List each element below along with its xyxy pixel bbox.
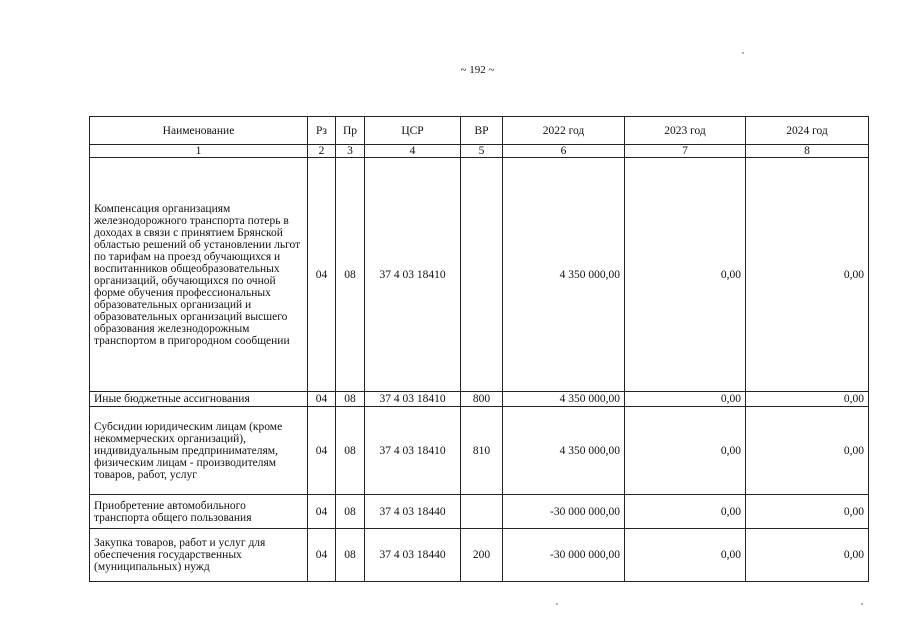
row-2022: -30 000 000,00: [503, 529, 625, 582]
col-number: 8: [746, 145, 869, 158]
row-rz: 04: [308, 495, 336, 529]
header-row: [90, 117, 869, 145]
row-2023: 0,00: [625, 495, 746, 529]
row-csr: 37 4 03 18410: [365, 407, 461, 495]
row-2024: 0,00: [746, 158, 869, 392]
col-header-2023: 2023 год: [625, 117, 746, 145]
row-csr: 37 4 03 18440: [365, 495, 461, 529]
table-row: [90, 529, 869, 582]
row-csr: 37 4 03 18410: [365, 392, 461, 407]
col-header-2022: 2022 год: [503, 117, 625, 145]
row-2024: 0,00: [746, 392, 869, 407]
row-csr: 37 4 03 18440: [365, 529, 461, 582]
row-vr: 810: [461, 407, 503, 495]
row-pr: 08: [336, 529, 365, 582]
column-number-row: [90, 145, 869, 158]
col-number: 5: [461, 145, 503, 158]
col-number: 2: [308, 145, 336, 158]
col-header-rz: Рз: [308, 117, 336, 145]
table-row: [90, 407, 869, 495]
col-header-name: Наименование: [90, 117, 308, 145]
row-2022: -30 000 000,00: [503, 495, 625, 529]
row-vr: [461, 158, 503, 392]
row-vr: 800: [461, 392, 503, 407]
scan-speck: [556, 603, 558, 605]
col-number: 1: [90, 145, 308, 158]
budget-table: [89, 116, 869, 582]
row-2022: 4 350 000,00: [503, 392, 625, 407]
row-pr: 08: [336, 495, 365, 529]
col-number: 3: [336, 145, 365, 158]
row-2023: 0,00: [625, 407, 746, 495]
row-name: Закупка товаров, работ и услуг для обеспечения государственных (муниципальных) нужд: [90, 529, 308, 582]
row-2024: 0,00: [746, 407, 869, 495]
page-number: ~ 192 ~: [460, 64, 495, 76]
row-rz: 04: [308, 158, 336, 392]
col-number: 4: [365, 145, 461, 158]
col-number: 7: [625, 145, 746, 158]
row-2024: 0,00: [746, 529, 869, 582]
col-header-csr: ЦСР: [365, 117, 461, 145]
table-row: [90, 392, 869, 407]
row-vr: [461, 495, 503, 529]
col-header-2024: 2024 год: [746, 117, 869, 145]
col-header-pr: Пр: [336, 117, 365, 145]
table-row: [90, 158, 869, 392]
row-name: Субсидии юридическим лицам (кроме некоммерческих организаций), индивидуальным предпринимателям, физическим лицам - производителям товаров, работ, услуг: [90, 407, 308, 495]
row-name: Компенсация организациям железнодорожного транспорта потерь в доходах в связи с принятием Брянской областью решений об установлении льгот по тарифам на проезд обучающихся и воспитанников общеобразовательных организаций, обучающихся по очной форме обучения профессиональных образовательных организаций и образовательных организаций высшего образования железнодорожным транспортом в пригородном сообщении: [90, 158, 308, 392]
table-row: [90, 495, 869, 529]
row-csr: 37 4 03 18410: [365, 158, 461, 392]
row-rz: 04: [308, 407, 336, 495]
scan-speck: [742, 52, 744, 54]
row-rz: 04: [308, 529, 336, 582]
row-rz: 04: [308, 392, 336, 407]
row-vr: 200: [461, 529, 503, 582]
row-name: Иные бюджетные ассигнования: [90, 392, 308, 407]
row-2023: 0,00: [625, 158, 746, 392]
row-2023: 0,00: [625, 392, 746, 407]
row-pr: 08: [336, 392, 365, 407]
row-2023: 0,00: [625, 529, 746, 582]
row-2024: 0,00: [746, 495, 869, 529]
row-pr: 08: [336, 158, 365, 392]
row-name: Приобретение автомобильного транспорта общего пользования: [90, 495, 308, 529]
row-2022: 4 350 000,00: [503, 158, 625, 392]
row-pr: 08: [336, 407, 365, 495]
row-2022: 4 350 000,00: [503, 407, 625, 495]
col-header-vr: ВР: [461, 117, 503, 145]
scan-speck: [861, 603, 863, 605]
col-number: 6: [503, 145, 625, 158]
